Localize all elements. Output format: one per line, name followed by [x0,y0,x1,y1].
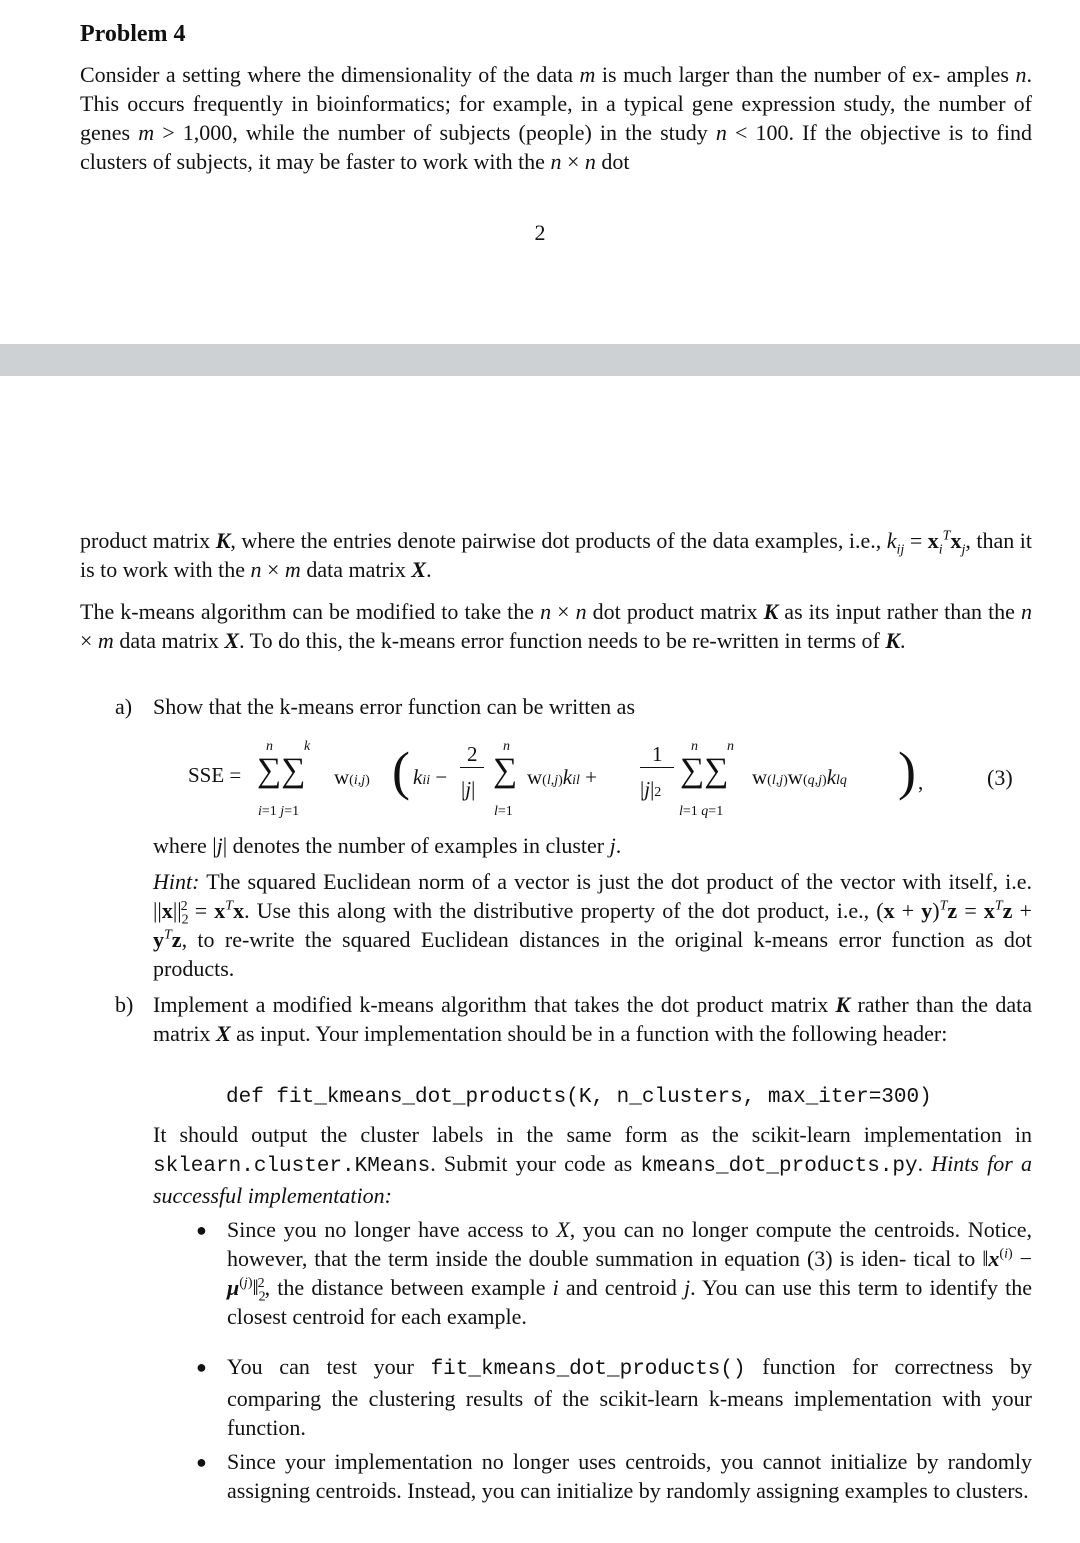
hint-bullet-1: Since you no longer have access to X, you can no longer compute the centroids. Notice, however, that the term inside the double summation in equation (3) is iden- tical to $‖x^{(i)}$ − $\mu^{(j)}‖_2^2$, the distance between example i and centroid j. You can use this term to identify the closest centroid for each example. [227,1217,1032,1329]
part-b-label: b) [115,992,134,1017]
part-a-where: where |j| denotes the number of examples in cluster j. [153,833,622,858]
equation-number: (3) [987,765,1013,790]
part-a-hint: Hint: The squared Euclidean norm of a vector is just the dot product of the vector with itself, i.e. $||x||_2^2 = x^Tx$. Use this along with the distributive property of the dot product, i.e., $(x + y)^Tz = x^Tz + y^Tz$, to re-write the squared Euclidean distances in the original k-means error function as dot products. [153,869,1032,981]
part-a-lead: Show that the k-means error function can be written as [153,694,636,719]
problem-title: Problem 4 [80,21,186,47]
intro-paragraph-3: The k-means algorithm can be modified to take the n × n dot product matrix K as its input rather than the n × m data matrix X. To do this, the k-means error function needs to be re-written in terms of K. [80,599,1032,653]
bullet-dot: ● [196,1452,207,1472]
bullet-dot: ● [196,1357,207,1377]
page-separator [0,344,1080,376]
function-header-code: def fit_kmeans_dot_products(K, n_clusters, max_iter=300) [226,1086,932,1109]
part-a-label: a) [115,694,133,719]
bullet-dot: ● [196,1220,207,1240]
page-number: 2 [534,220,546,245]
hint-bullet-3: Since your implementation no longer uses centroids, you cannot initialize by randomly assigning centroids. Instead, you can initialize by randomly assigning examples to clusters. [227,1449,1032,1503]
part-b-text: Implement a modified k-means algorithm that takes the dot product matrix K rather than the data matrix X as input. Your implementation should be in a function with the following header: [153,992,1032,1046]
hint-bullet-2: You can test your fit_kmeans_dot_products() function for correctness by comparing the clustering results of the scikit-learn k-means implementation with your function. [227,1354,1032,1440]
intro-paragraph-2: product matrix K, where the entries denote pairwise dot products of the data examples, i.e., $k_{ij} = x_i^Tx_j$, than it is to work with the n × m data matrix X. [80,528,1032,582]
intro-paragraph-1: Consider a setting where the dimensionality of the data m is much larger than the number of ex- amples n. This occurs frequently in bioinformatics; for example, in a typical gene expression study, the number of genes m > 1,000, while the number of subjects (people) in the study n < 100. If the objective is to find clusters of subjects, it may be faster to work with the n × n dot [80,62,1033,174]
part-b-output-text: It should output the cluster labels in the same form as the scikit-learn implementation in sklearn.cluster.KMeans. Submit your code as kmeans_dot_products.py. Hints for a successful implementation: [153,1122,1032,1208]
